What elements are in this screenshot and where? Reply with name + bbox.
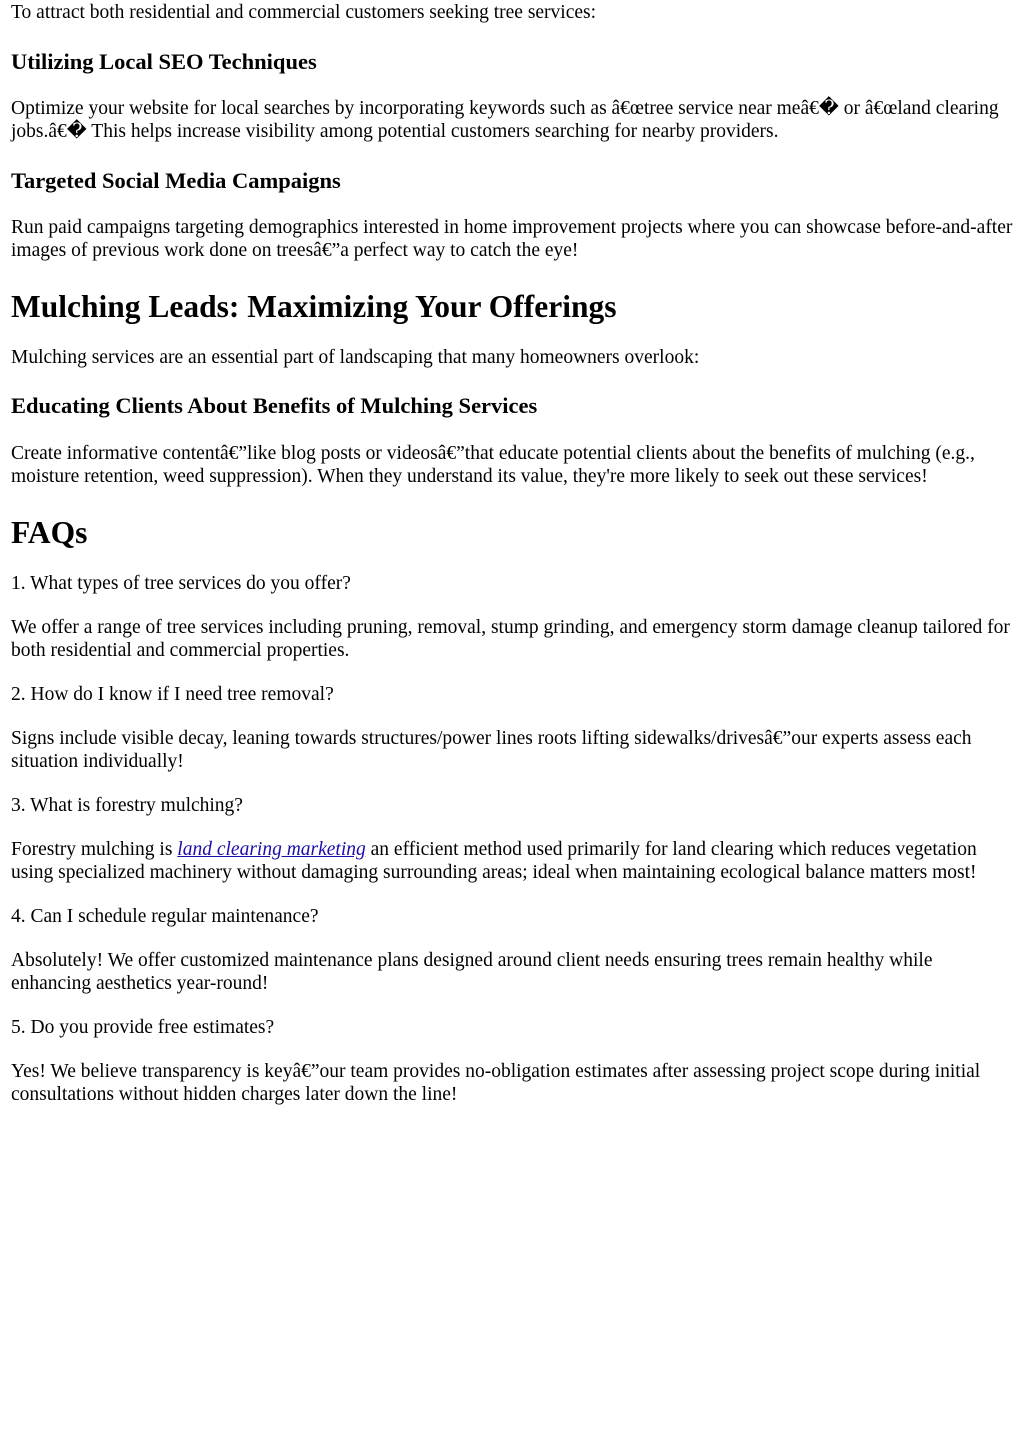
faq-answer-3 [11,838,1014,884]
faqs-heading: FAQs [11,515,88,550]
faq-answer-1: We offer a range of tree services including pruning, removal, stump grinding, and emergency storm damage cleanup tailored for both residential and commercial properties. [11,617,1010,661]
faq-answer-5: Yes! We believe transparency is keyâ€”our team provides no-obligation estimates after assessing project scope during initial consultations without hidden charges later down the line! [11,1061,981,1105]
faq-question-2: 2. How do I know if I need tree removal? [11,684,334,705]
social-media-paragraph: Run paid campaigns targeting demographics interested in home improvement projects where you can showcase before-and-after images of previous work done on treesâ€”a perfect way to catch the eye! [11,217,1013,261]
mulching-benefits-heading: Educating Clients About Benefits of Mulching Services [11,393,538,418]
faq-answer-4: Absolutely! We offer customized maintenance plans designed around client needs ensuring trees remain healthy while enhancing aesthetics year-round! [11,950,933,994]
mulching-benefits-paragraph: Create informative contentâ€”like blog posts or videosâ€”that educate potential clients about the benefits of mulching (e.g., moisture retention, weed suppression). When they understand its value, they're more likely to seek out these services! [11,443,975,487]
intro-paragraph: To attract both residential and commercial customers seeking tree services: [11,2,597,23]
faq-question-4: 4. Can I schedule regular maintenance? [11,906,319,927]
faq-question-1: 1. What types of tree services do you offer? [11,573,351,594]
local-seo-paragraph: Optimize your website for local searches by incorporating keywords such as â€œtree service near meâ€� or â€œland clearing jobs.â€� This helps increase visibility among potential customers searching for nearby providers. [11,98,999,142]
mulching-intro-paragraph: Mulching services are an essential part of landscaping that many homeowners overlook: [11,347,700,368]
faq-answer-3-lead: Forestry mulching is [11,839,178,860]
faq-answer-2: Signs include visible decay, leaning towards structures/power lines roots lifting sidewalks/drivesâ€”our experts assess each situation individually! [11,728,972,772]
faq-question-5: 5. Do you provide free estimates? [11,1017,275,1038]
land-clearing-marketing-link[interactable]: land clearing marketing [177,839,366,860]
faq-answer-3-rest: an efficient method used primarily for land clearing which reduces vegetation using specialized machinery without damaging surrounding areas; ideal when maintaining ecological balance matters most! [11,839,977,883]
social-media-heading: Targeted Social Media Campaigns [11,168,341,193]
local-seo-heading: Utilizing Local SEO Techniques [11,49,317,74]
mulching-heading: Mulching Leads: Maximizing Your Offerings [11,289,617,324]
faq-question-3: 3. What is forestry mulching? [11,795,243,816]
